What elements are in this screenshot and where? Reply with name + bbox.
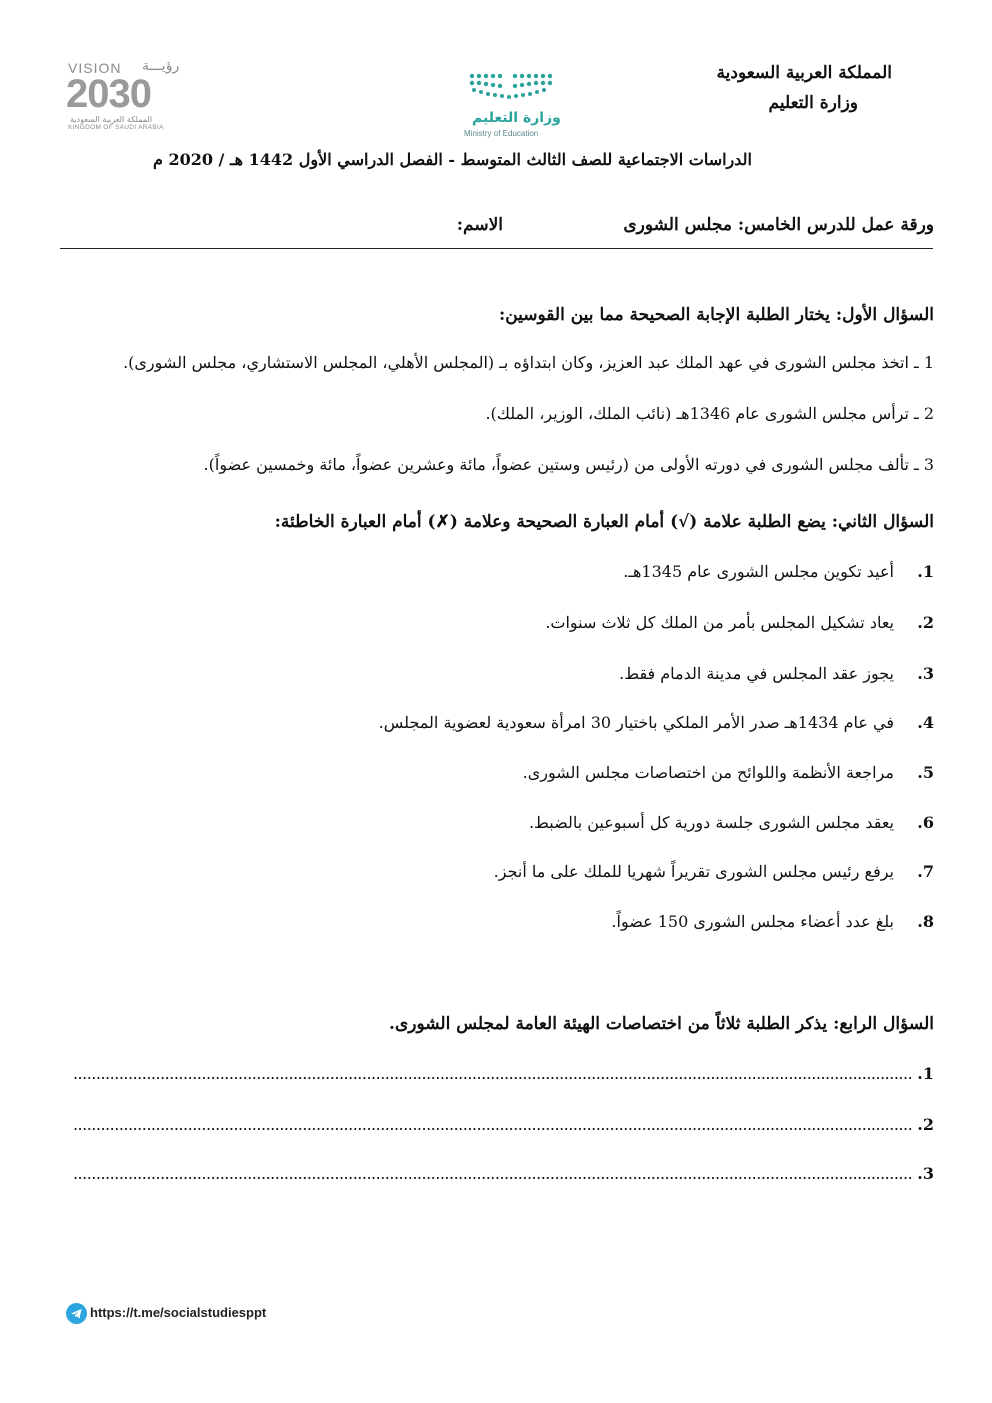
item-text: يجوز عقد المجلس في مدينة الدمام فقط. <box>619 664 894 683</box>
divider <box>60 248 933 249</box>
item-text: مراجعة الأنظمة واللوائح من اختصاصات مجلس الشورى. <box>522 763 894 782</box>
kingdom-name: المملكة العربية السعودية <box>716 63 892 83</box>
item-text: ـ اتخذ مجلس الشورى في عهد الملك عبد العزيز، وكان ابتداؤه بـ (المجلس الأهلي، المجلس الاستشاري، مجلس الشورى). <box>123 353 919 372</box>
item-number: 4. <box>917 713 934 732</box>
item-text: يعاد تشكيل المجلس بأمر من الملك كل ثلاث سنوات. <box>545 613 894 632</box>
question2-title: السؤال الثاني: يضع الطلبة علامة (√) أمام العبارة الصحيحة وعلامة (✗) أمام العبارة الخاطئة: <box>274 512 934 532</box>
item-number: 1 <box>923 353 934 372</box>
line-number: 3. <box>917 1164 934 1183</box>
header-text <box>672 58 892 118</box>
question2-item <box>379 713 934 732</box>
student-name-label: الاسم: <box>456 215 503 235</box>
item-number: 3 <box>923 455 934 474</box>
moe-logo-icon <box>462 68 562 112</box>
question2-item <box>611 912 934 931</box>
item-text: يعقد مجلس الشورى جلسة دورية كل أسبوعين بالضبط. <box>528 813 894 832</box>
vision-label: VISION <box>68 60 122 76</box>
item-number: 6. <box>917 813 934 832</box>
item-text: في عام 1434هـ صدر الأمر الملكي باختيار 30 امرأة سعودية لعضوية المجلس. <box>378 713 894 732</box>
answer-line[interactable] <box>54 1164 934 1183</box>
moe-logo-english: Ministry of Education <box>464 129 539 138</box>
moe-logo <box>462 68 562 140</box>
telegram-link[interactable]: https://t.me/socialstudiesppt <box>90 1305 267 1320</box>
line-number: 1. <box>917 1064 934 1083</box>
ministry-name: وزارة التعليم <box>768 93 858 113</box>
question1-item <box>123 353 934 372</box>
question1-item <box>485 404 934 423</box>
dotted-fill: ....................................................................................................................................................................................... <box>72 1115 913 1134</box>
vision-year: 2030 <box>66 72 151 116</box>
line-number: 2. <box>917 1115 934 1134</box>
moe-logo-arabic: وزارة التعليم <box>472 110 561 126</box>
telegram-icon <box>66 1303 87 1324</box>
vision-2030-logo <box>66 58 178 132</box>
question2-item <box>529 813 934 832</box>
question2-item <box>523 763 934 782</box>
item-text: ـ تألف مجلس الشورى في دورته الأولى من (رئيس وستين عضواً، مائة وعشرين عضواً، مائة وخمسين عضواً). <box>203 455 919 474</box>
vision-kingdom-en: KINGDOM OF SAUDI ARABIA <box>68 124 164 131</box>
question2-item <box>494 862 934 881</box>
item-text: يرفع رئيس مجلس الشورى تقريراً شهريا للملك على ما أنجز. <box>493 862 894 881</box>
question2-item <box>619 664 934 683</box>
question1-title: السؤال الأول: يختار الطلبة الإجابة الصحيحة مما بين القوسين: <box>498 305 934 325</box>
item-number: 7. <box>917 862 934 881</box>
question4-title: السؤال الرابع: يذكر الطلبة ثلاثاً من اختصاصات الهيئة العامة لمجلس الشورى. <box>389 1014 934 1034</box>
worksheet-title: ورقة عمل للدرس الخامس: مجلس الشورى <box>623 215 934 235</box>
item-number: 2. <box>917 613 934 632</box>
item-number: 3. <box>917 664 934 683</box>
dotted-fill: ....................................................................................................................................................................................... <box>72 1164 913 1183</box>
question1-item <box>204 455 934 474</box>
course-subtitle: الدراسات الاجتماعية للصف الثالث المتوسط - الفصل الدراسي الأول 1442 هـ / 2020 م <box>152 150 752 169</box>
item-number: 8. <box>917 912 934 931</box>
item-number: 2 <box>923 404 934 423</box>
item-number: 5. <box>917 763 934 782</box>
item-text: ـ ترأس مجلس الشورى عام 1346هـ (نائب الملك، الوزير، الملك). <box>485 404 919 423</box>
question2-item <box>545 613 934 632</box>
item-text: بلغ عدد أعضاء مجلس الشورى 150 عضواً. <box>611 912 894 931</box>
question2-item <box>623 562 934 581</box>
item-number: 1. <box>917 562 934 581</box>
answer-line[interactable] <box>54 1064 934 1083</box>
dotted-fill: ....................................................................................................................................................................................... <box>72 1064 913 1083</box>
vision-label-ar: رؤيـــة <box>142 58 180 74</box>
vision-kingdom-ar: المملكة العربية السعودية <box>70 115 153 124</box>
answer-line[interactable] <box>54 1115 934 1134</box>
item-text: أعيد تكوين مجلس الشورى عام 1345هـ. <box>623 562 894 581</box>
